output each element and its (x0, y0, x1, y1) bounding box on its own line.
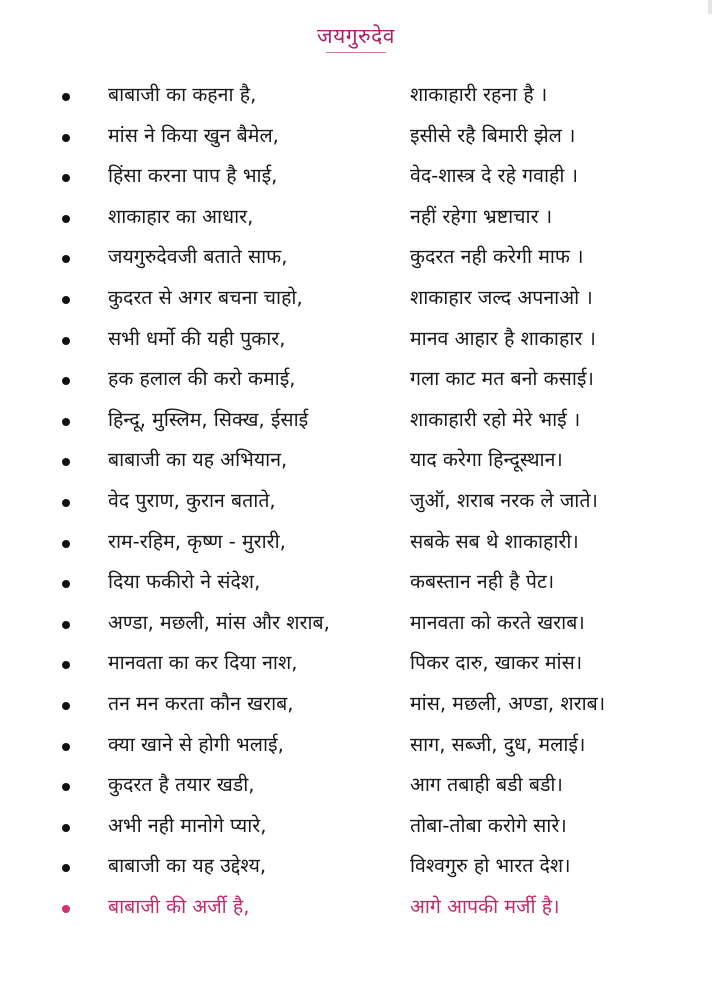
verse-row (0, 404, 712, 445)
verse-first-half: बाबाजी की अर्जी है, (108, 894, 250, 918)
verse-second-half: मानवता को करते खराब। (410, 610, 585, 634)
verse-first-half: वेद पुराण, कुरान बताते, (108, 488, 276, 512)
bullet-icon (62, 540, 70, 548)
verse-list (0, 79, 712, 931)
bullet-icon (62, 783, 70, 791)
bullet-icon (62, 377, 70, 385)
verse-second-half: साग, सब्जी, दुध, मलाई। (410, 732, 586, 756)
verse-first-half: अण्डा, मछली, मांस और शराब, (108, 610, 330, 634)
bullet-icon (62, 621, 70, 629)
verse-second-half: आगे आपकी मर्जी है। (410, 894, 560, 918)
verse-second-half: विश्वगुरु हो भारत देश। (410, 854, 571, 878)
bullet-icon (62, 93, 70, 101)
verse-row (0, 201, 712, 242)
verse-second-half: जुऑ, शराब नरक ले जाते। (410, 488, 598, 512)
verse-first-half: राम-रहिम, कृष्ण - मुरारी, (108, 529, 286, 553)
verse-row (0, 688, 712, 729)
verse-row (0, 810, 712, 851)
verse-row (0, 850, 712, 891)
verse-row (0, 241, 712, 282)
verse-row (0, 891, 712, 932)
verse-first-half: बाबाजी का कहना है, (108, 83, 257, 106)
verse-row (0, 769, 712, 810)
verse-first-half: मांस ने किया खुन बैमेल, (108, 123, 279, 147)
corner-mark (708, 0, 712, 14)
verse-second-half: तोबा-तोबा करोगे सारे। (410, 813, 567, 837)
verse-row (0, 444, 712, 485)
verse-second-half: पिकर दारु, खाकर मांस। (410, 651, 583, 675)
verse-first-half: हिंसा करना पाप है भाई, (108, 164, 278, 188)
verse-row (0, 729, 712, 770)
bullet-icon (62, 824, 70, 832)
bullet-icon (62, 337, 70, 345)
verse-row (0, 647, 712, 688)
verse-row (0, 526, 712, 567)
verse-second-half: कबस्तान नही है पेट। (410, 570, 555, 594)
bullet-icon (62, 255, 70, 263)
verse-first-half: जयगुरुदेवजी बताते साफ, (108, 245, 288, 269)
verse-row (0, 607, 712, 648)
verse-row (0, 323, 712, 364)
verse-second-half: नहीं रहेगा भ्रष्टाचार । (410, 204, 553, 228)
verse-second-half: इसीसे रहै बिमारी झेल । (410, 123, 576, 147)
bullet-icon (62, 418, 70, 426)
verse-first-half: दिया फकीरो ने संदेश, (108, 570, 261, 594)
verse-second-half: मानव आहार है शाकाहार । (410, 326, 596, 350)
verse-first-half: बाबाजी का यह उद्देश्य, (108, 854, 267, 878)
bullet-icon (62, 661, 70, 669)
bullet-icon (62, 864, 70, 872)
verse-second-half: शाकाहार जल्द अपनाओ । (410, 285, 593, 309)
verse-second-half: वेद-शास्त्र दे रहे गवाही । (410, 164, 579, 188)
verse-row (0, 485, 712, 526)
page-title: जयगुरुदेव (317, 24, 395, 48)
verse-first-half: कुदरत है तयार खडी, (108, 773, 255, 797)
verse-row (0, 363, 712, 404)
verse-first-half: क्या खाने से होगी भलाई, (108, 732, 284, 756)
verse-first-half: हक हलाल की करो कमाई, (108, 367, 296, 391)
verse-first-half: अभी नही मानोगे प्यारे, (108, 813, 267, 837)
verse-row (0, 282, 712, 323)
bullet-icon (62, 296, 70, 304)
verse-second-half: शाकाहारी रहना है । (410, 83, 548, 106)
bullet-icon (62, 905, 70, 913)
verse-row (0, 79, 712, 120)
bullet-icon (62, 174, 70, 182)
verse-first-half: कुदरत से अगर बचना चाहो, (108, 285, 303, 309)
verse-second-half: मांस, मछली, अण्डा, शराब। (410, 691, 606, 715)
bullet-icon (62, 134, 70, 142)
verse-second-half: शाकाहारी रहो मेरे भाई । (410, 407, 581, 431)
bullet-icon (62, 499, 70, 507)
verse-row (0, 120, 712, 161)
verse-second-half: आग तबाही बडी बडी। (410, 773, 563, 797)
title-underline (326, 52, 386, 53)
verse-first-half: हिन्दू, मुस्लिम, सिक्ख, ईसाई (108, 407, 309, 431)
verse-second-half: कुदरत नही करेगी माफ । (410, 245, 584, 269)
bullet-icon (62, 743, 70, 751)
verse-row (0, 160, 712, 201)
verse-first-half: मानवता का कर दिया नाश, (108, 651, 298, 675)
verse-second-half: याद करेगा हिन्दूस्थान। (410, 448, 563, 472)
verse-first-half: तन मन करता कौन खराब, (108, 691, 294, 715)
bullet-icon (62, 458, 70, 466)
verse-row (0, 566, 712, 607)
bullet-icon (62, 580, 70, 588)
bullet-icon (62, 215, 70, 223)
verse-first-half: बाबाजी का यह अभियान, (108, 448, 288, 472)
verse-first-half: सभी धर्मो की यही पुकार, (108, 326, 286, 350)
bullet-icon (62, 702, 70, 710)
verse-first-half: शाकाहार का आधार, (108, 204, 254, 228)
verse-second-half: गला काट मत बनो कसाई। (410, 367, 594, 391)
verse-second-half: सबके सब थे शाकाहारी। (410, 529, 579, 553)
